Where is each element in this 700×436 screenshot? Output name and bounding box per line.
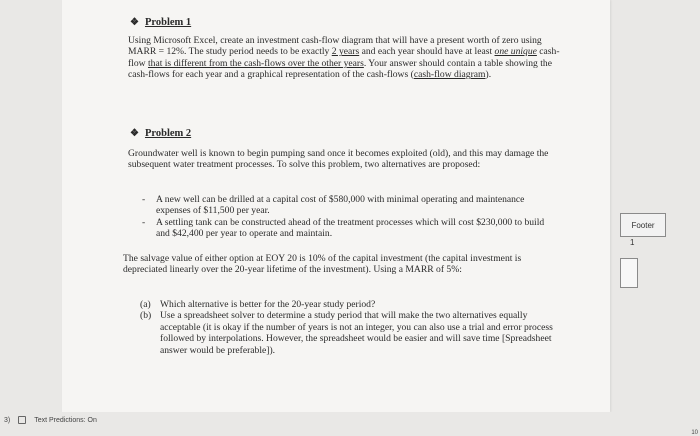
problem1-header (130, 17, 191, 28)
problem1-text (128, 35, 560, 81)
question-a-label: (a) (140, 299, 151, 310)
p1-text-a: Using Microsoft Excel, create an investment cash-flow diagram that will have a present worth of zero using MARR = 12%. The study period needs to be exactly (128, 35, 542, 58)
page-number: 1 (630, 238, 635, 247)
dash-bullet: - (142, 194, 146, 205)
p1-text-d: one unique (494, 46, 537, 58)
footer-label-box[interactable] (620, 213, 666, 237)
problem2-title: Problem 2 (144, 128, 192, 139)
question-b-label: (b) (140, 310, 152, 322)
p1-text-f: that is different from the cash-flows over the other years (147, 57, 364, 69)
list-item (142, 194, 554, 217)
problem2-intro-text: Groundwater well is known to begin pumping sand once it becomes exploited (old), and this may damage the subsequent water treatment processes. To solve this problem, two alternatives are proposed: (128, 148, 549, 171)
status-left (4, 416, 97, 424)
alternative-1-text: A new well can be drilled at a capital cost of $580,000 with minimal operating and maintenance expenses of $11,500 per year. (156, 194, 525, 217)
problem2-header (130, 128, 191, 139)
list-item (140, 310, 558, 356)
text-predictions-icon (18, 416, 26, 424)
question-b-text: Use a spreadsheet solver to determine a study period that will make the two alternatives equally acceptable (it is okay if the number of years is not an integer, you can also use a trial and error process followed by interpolations. However, the spreadsheet would be easier and will save time [Spreadsheet answer would be preferable]). (160, 310, 553, 356)
dash-bullet: - (142, 216, 146, 228)
salvage-paragraph: The salvage value of either option at EOY 20 is 10% of the capital investment (the capital investment is depreciated linearly over the 20-year lifetime of the investment). Using a MARR of 5%: (123, 253, 522, 276)
diamond-bullet-icon: ❖ (130, 17, 139, 28)
document-page (62, 0, 610, 412)
status-bar (0, 412, 700, 435)
p1-text-b: 2 years (331, 46, 360, 58)
page-thumbnail[interactable] (620, 258, 638, 288)
right-sidebar (612, 0, 700, 435)
problem1-title: Problem 1 (144, 17, 192, 28)
list-item (140, 299, 558, 310)
zoom-level[interactable]: 10 (691, 430, 698, 436)
questions-list (140, 299, 558, 356)
alternatives-list (142, 194, 554, 240)
p1-text-i: ). (485, 69, 492, 81)
alternative-2-text: A settling tank can be constructed ahead of the treatment processes which will cost $230,000 to build and $42,400 per year to operate and maintain. (156, 216, 545, 240)
list-item (142, 217, 554, 240)
salvage-text (123, 253, 559, 276)
status-number: 3) (4, 416, 11, 424)
question-a-text: Which alternative is better for the 20-year study period? (160, 299, 376, 310)
p1-text-e: cash-flow (128, 46, 560, 69)
p1-text-h: cash-flow diagram (413, 69, 486, 81)
text-predictions-status[interactable]: Text Predictions: On (34, 416, 97, 424)
footer-label: Footer (631, 220, 655, 230)
diamond-bullet-icon: ❖ (130, 128, 139, 139)
p1-text-c: and each year should have at least (359, 46, 495, 58)
p1-text-g: . Your answer should contain a table showing the cash-flows for each year and a graphical representation of the cash-flows ( (128, 57, 552, 81)
problem2-intro (128, 148, 560, 171)
